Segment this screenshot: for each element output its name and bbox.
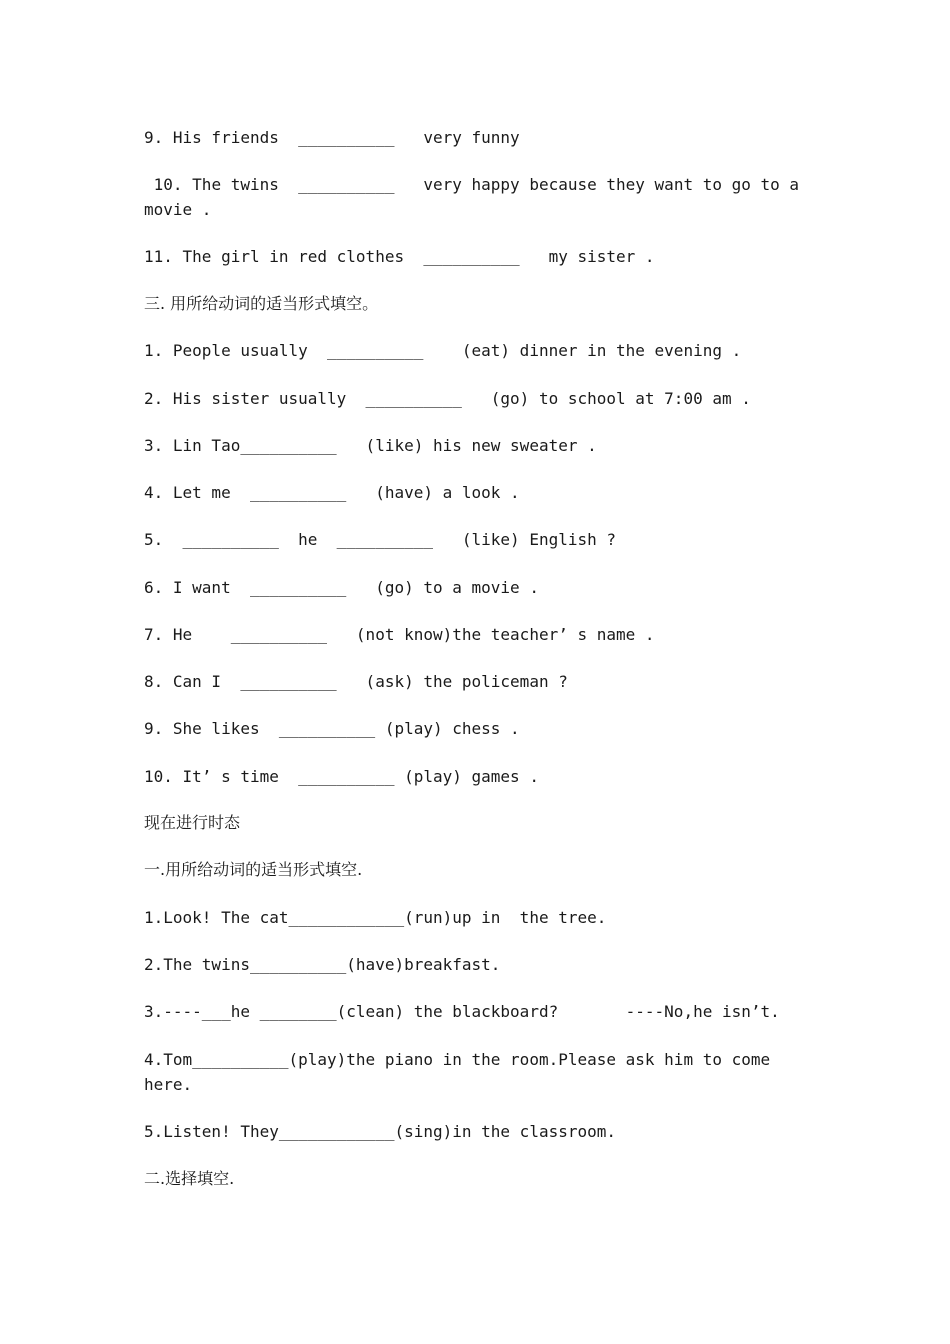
continuous-exercise-3: 3.----___he ________(clean) the blackboard? ----No,he isn’t. — [144, 1002, 780, 1021]
verb-exercise-6: 6. I want __________ (go) to a movie . — [144, 578, 539, 597]
continuous-exercise-4: 4.Tom__________(play)the piano in the room.Please ask him to come here. — [144, 1050, 780, 1094]
verb-exercise-4: 4. Let me __________ (have) a look . — [144, 483, 520, 502]
exercise-line-9-friends: 9. His friends __________ very funny — [144, 128, 520, 147]
section-heading-one: 一.用所给动词的适当形式填空. — [144, 860, 363, 879]
verb-exercise-9: 9. She likes __________ (play) chess . — [144, 719, 520, 738]
exercise-line-10-twins: 10. The twins __________ very happy because they want to go to a movie . — [144, 175, 809, 219]
verb-exercise-1: 1. People usually __________ (eat) dinner in the evening . — [144, 341, 742, 360]
verb-exercise-8: 8. Can I __________ (ask) the policeman ? — [144, 672, 568, 691]
verb-exercise-3: 3. Lin Tao__________ (like) his new sweater . — [144, 436, 597, 455]
section-heading-two: 二.选择填空. — [144, 1169, 235, 1188]
section-heading-three: 三. 用所给动词的适当形式填空。 — [144, 294, 379, 313]
continuous-exercise-5: 5.Listen! They____________(sing)in the classroom. — [144, 1122, 617, 1141]
section-title-present-continuous: 现在进行时态 — [144, 813, 241, 832]
verb-exercise-10: 10. It’ s time __________ (play) games . — [144, 767, 539, 786]
verb-exercise-5: 5. __________ he __________ (like) English ? — [144, 530, 617, 549]
continuous-exercise-1: 1.Look! The cat____________(run)up in the tree. — [144, 908, 607, 927]
verb-exercise-2: 2. His sister usually __________ (go) to school at 7:00 am . — [144, 389, 751, 408]
exercise-line-11-girl: 11. The girl in red clothes __________ my sister . — [144, 247, 655, 266]
verb-exercise-7: 7. He __________ (not know)the teacher’ s name . — [144, 625, 655, 644]
continuous-exercise-2: 2.The twins__________(have)breakfast. — [144, 955, 501, 974]
